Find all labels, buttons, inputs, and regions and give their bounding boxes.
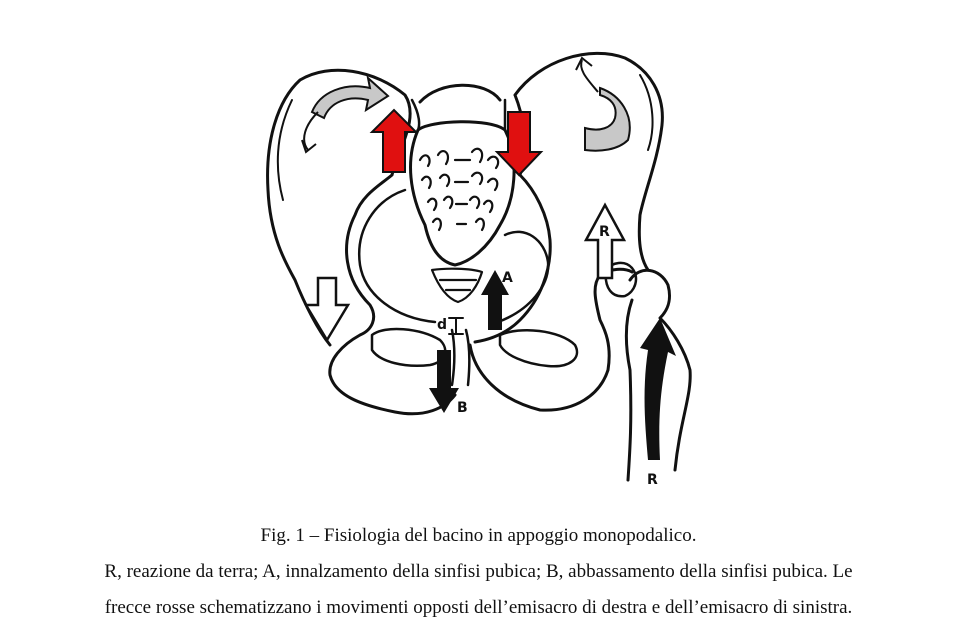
caption-line-3: frecce rosse schematizzano i movimenti opposti dell’emisacro di destra e dell’emisacro di sinistra. [104,597,853,618]
black-femur-arrow [640,318,676,460]
label-A: A [502,270,513,286]
coccyx [432,269,482,302]
red-down-arrow [497,112,541,175]
pubic-symphysis [452,330,469,385]
right-ilium [475,53,662,342]
caption-title: Fig. 1 – Fisiologia del bacino in appoggio monopodalico. [260,525,697,546]
label-B: B [457,400,468,416]
figure-caption [0,518,957,626]
label-R-femur: R [647,472,658,488]
white-down-arrow [306,278,348,340]
left-obturator [372,329,445,366]
caption-line-2: R, reazione da terra; A, innalzamento della sinfisi pubica; B, abbassamento della sinfisi pubica. Le [104,561,853,582]
label-d: d [437,317,448,333]
right-obturator [500,330,577,366]
left-gray-rotation-arrow [302,78,388,152]
sacrum [411,85,515,265]
white-up-arrow [586,205,624,278]
label-R-hip: R [599,224,610,240]
right-gray-rotation-arrow [576,58,630,151]
